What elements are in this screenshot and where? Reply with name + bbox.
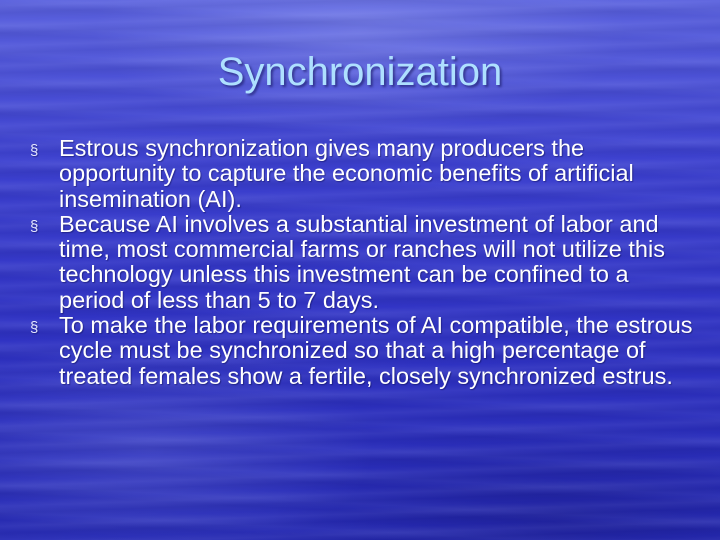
bullet-icon: § [30,217,39,235]
bullet-text: Because AI involves a substantial investment of labor and time, most commercial farms or ranches will not utilize this technology unless this investment can be confined to a period of less than 5 to 7 days. [59,210,665,313]
bullet-icon: § [30,142,39,159]
bullet-item [30,313,698,389]
bullet-item [30,136,698,212]
slide-title: Synchronization [217,50,503,94]
bullet-text: To make the labor requirements of AI compatible, the estrous cycle must be synchronized so that a high percentage of treated females show a fertile, closely synchronized estrus. [59,312,693,389]
bullet-list [30,136,698,389]
bullet-text: Estrous synchronization gives many producers the opportunity to capture the economic benefits of artificial insemination (AI). [59,135,634,212]
bullet-item [30,212,698,313]
bullet-icon: § [30,319,39,337]
